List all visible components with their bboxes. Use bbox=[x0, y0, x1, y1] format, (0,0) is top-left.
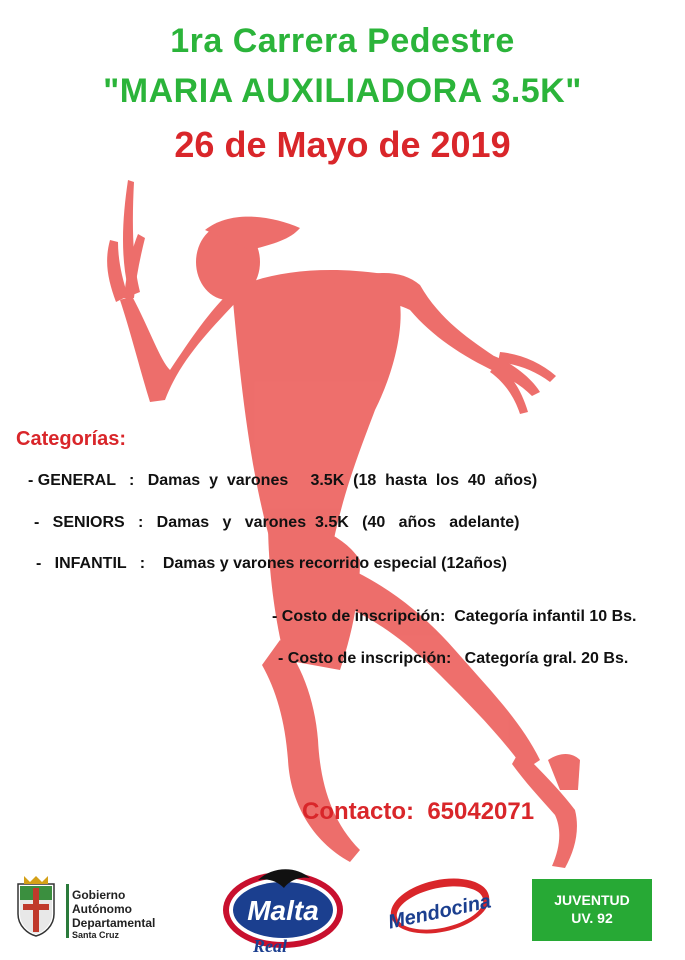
mendocina-wordmark: Mendocina bbox=[386, 890, 493, 934]
malta-real-logo bbox=[218, 862, 348, 958]
contact-phone: Contacto: 65042071 bbox=[302, 798, 535, 825]
category-seniors: - SENIORS : Damas y varones 3.5K (40 años adelante) bbox=[34, 514, 520, 531]
categories-heading: Categorías: bbox=[16, 428, 127, 450]
juventud-line2: UV. 92 bbox=[571, 910, 613, 926]
category-infantil: - INFANTIL : Damas y varones recorrido especial (12años) bbox=[36, 555, 507, 572]
juventud-uv92-badge bbox=[532, 879, 652, 941]
coat-of-arms-icon bbox=[14, 874, 58, 938]
category-general: - GENERAL : Damas y varones 3.5K (18 hasta los 40 años) bbox=[28, 472, 538, 489]
mendocina-logo bbox=[378, 874, 503, 944]
gad-line1: Gobierno bbox=[72, 888, 126, 902]
gad-line3: Departamental bbox=[72, 916, 156, 930]
event-date: 26 de Mayo de 2019 bbox=[174, 124, 511, 165]
malta-wordmark: Malta bbox=[247, 895, 319, 926]
registration-cost-infantil: - Costo de inscripción: Categoría infantil 10 Bs. bbox=[272, 608, 637, 625]
gad-line4: Santa Cruz bbox=[72, 930, 120, 940]
juventud-line1: JUVENTUD bbox=[554, 892, 630, 908]
registration-cost-general: - Costo de inscripción: Categoría gral. 20 Bs. bbox=[278, 650, 629, 667]
malta-sub: Real bbox=[253, 936, 287, 956]
event-name: "MARIA AUXILIADORA 3.5K" bbox=[103, 72, 582, 110]
gobierno-santa-cruz-logo bbox=[14, 874, 184, 944]
event-title: 1ra Carrera Pedestre bbox=[170, 22, 515, 60]
gad-line2: Autónomo bbox=[72, 902, 132, 916]
